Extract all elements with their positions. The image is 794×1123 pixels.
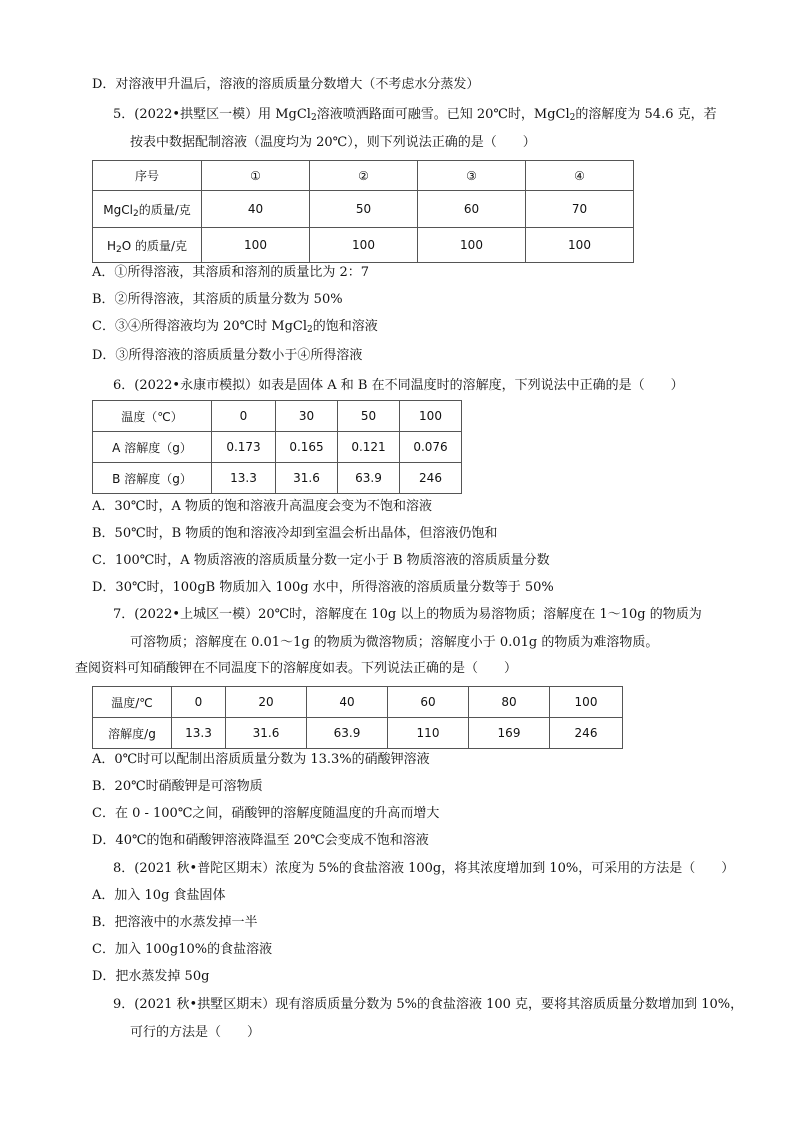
q7-row-cell: 246: [550, 718, 623, 749]
q7-header-cell: 0: [172, 687, 226, 718]
q5-option-d: D．③所得溶液的溶质质量分数小于④所得溶液: [92, 348, 363, 363]
q7-header-cell: 60: [388, 687, 469, 718]
q5-row1-cell: 50: [310, 191, 418, 228]
q5-col-2: ②: [310, 161, 418, 191]
q7-header-cell: 40: [307, 687, 388, 718]
q5-row1-cell: 40: [202, 191, 310, 228]
q6-rowB-cell: 246: [400, 463, 462, 494]
q6-option-b: B．50℃时，B 物质的饱和溶液冷却到室温会析出晶体，但溶液仍饱和: [92, 526, 498, 541]
q6-rowA-cell: 0.076: [400, 432, 462, 463]
q5-row1-cell: 60: [418, 191, 526, 228]
q6-header-cell: 50: [338, 401, 400, 432]
q6-header-cell: 100: [400, 401, 462, 432]
q6-option-c: C．100℃时，A 物质溶液的溶质质量分数一定小于 B 物质溶液的溶质质量分数: [92, 553, 550, 568]
q6-header-cell: 0: [212, 401, 276, 432]
q5-option-c: C．③④所得溶液均为 20℃时 MgCl$_2$的饱和溶液: [92, 319, 378, 335]
q7-stem-line3: 查阅资料可知硝酸钾在不同温度下的溶解度如表。下列说法正确的是（ ）: [75, 661, 518, 676]
q5-col-3: ③: [418, 161, 526, 191]
q7-table: [92, 686, 623, 749]
q4-option-d: D．对溶液甲升温后，溶液的溶质质量分数增大（不考虑水分蒸发）: [92, 77, 480, 92]
q6-rowB-cell: 63.9: [338, 463, 400, 494]
q8-option-a: A．加入 10g 食盐固体: [92, 888, 226, 903]
q5-row2-cell: 100: [310, 228, 418, 263]
q7-row-cell: 110: [388, 718, 469, 749]
q7-option-b: B．20℃时硝酸钾是可溶物质: [92, 779, 263, 794]
q5-stem-line2: 按表中数据配制溶液（温度均为 20℃），则下列说法正确的是（ ）: [130, 135, 536, 150]
q7-row-cell: 63.9: [307, 718, 388, 749]
q6-rowA-cell: 0.121: [338, 432, 400, 463]
q6-stem: 6．(2022•永康市模拟）如表是固体 A 和 B 在不同温度时的溶解度，下列说法中正确的是（ ）: [113, 378, 684, 393]
q8-option-b: B．把溶液中的水蒸发掉一半: [92, 915, 258, 930]
q7-header-cell: 80: [469, 687, 550, 718]
q6-header-label: 温度（℃）: [93, 401, 212, 432]
q6-rowA-cell: 0.165: [276, 432, 338, 463]
q7-stem-line1: 7．(2022•上城区一模）20℃时，溶解度在 10g 以上的物质为易溶物质；溶解度在 1～10g 的物质为: [113, 607, 702, 622]
q6-table: [92, 400, 462, 494]
q5-col-1: ①: [202, 161, 310, 191]
q7-row-label: 溶解度/g: [93, 718, 172, 749]
q5-row1-label: MgCl$_2$的质量/克: [93, 191, 202, 228]
q7-header-label: 温度/℃: [93, 687, 172, 718]
q5-row2-label: $H_2O$ 的质量/克: [93, 228, 202, 263]
q5-row2-cell: 100: [418, 228, 526, 263]
q9-stem-line1: 9．(2021 秋•拱墅区期末）现有溶质质量分数为 5%的食盐溶液 100 克，要将其溶质质量分数增加到 10%，: [113, 997, 744, 1012]
q6-header-cell: 30: [276, 401, 338, 432]
q6-rowA-label: A 溶解度（g）: [93, 432, 212, 463]
q5-header-label: 序号: [93, 161, 202, 191]
q5-col-4: ④: [526, 161, 634, 191]
q7-option-d: D．40℃的饱和硝酸钾溶液降温至 20℃会变成不饱和溶液: [92, 833, 429, 848]
q9-stem-line2: 可行的方法是（ ）: [130, 1025, 261, 1040]
q7-header-cell: 20: [226, 687, 307, 718]
q5-row2-cell: 100: [526, 228, 634, 263]
q6-rowB-label: B 溶解度（g）: [93, 463, 212, 494]
q7-option-c: C．在 0 - 100℃之间，硝酸钾的溶解度随温度的升高而增大: [92, 806, 440, 821]
q5-option-b: B．②所得溶液，其溶质的质量分数为 50%: [92, 292, 343, 307]
q7-row-cell: 169: [469, 718, 550, 749]
q5-row2-cell: 100: [202, 228, 310, 263]
q8-option-c: C．加入 100g10%的食盐溶液: [92, 942, 273, 957]
q6-option-a: A．30℃时，A 物质的饱和溶液升高温度会变为不饱和溶液: [92, 499, 432, 514]
q8-stem: 8．(2021 秋•普陀区期末）浓度为 5%的食盐溶液 100g，将其浓度增加到 10%，可采用的方法是（ ）: [113, 861, 735, 876]
q6-rowB-cell: 13.3: [212, 463, 276, 494]
q7-row-cell: 13.3: [172, 718, 226, 749]
q5-option-a: A．①所得溶液，其溶质和溶剂的质量比为 2：7: [92, 265, 370, 280]
q7-stem-line2: 可溶物质；溶解度在 0.01～1g 的物质为微溶物质；溶解度小于 0.01g 的物质为难溶物质。: [130, 635, 659, 650]
q6-rowB-cell: 31.6: [276, 463, 338, 494]
q5-table: [92, 160, 634, 263]
q5-stem-line1: 5．(2022•拱墅区一模）用 MgCl$_2$溶液喷洒路面可融雪。已知 20℃时，MgCl$_2$的溶解度为 54.6 克，若: [113, 107, 717, 123]
q6-option-d: D．30℃时，100gB 物质加入 100g 水中，所得溶液的溶质质量分数等于 50%: [92, 580, 554, 595]
q7-row-cell: 31.6: [226, 718, 307, 749]
q6-rowA-cell: 0.173: [212, 432, 276, 463]
q5-row1-cell: 70: [526, 191, 634, 228]
q7-option-a: A．0℃时可以配制出溶质质量分数为 13.3%的硝酸钾溶液: [92, 752, 430, 767]
q7-header-cell: 100: [550, 687, 623, 718]
q8-option-d: D．把水蒸发掉 50g: [92, 969, 210, 984]
